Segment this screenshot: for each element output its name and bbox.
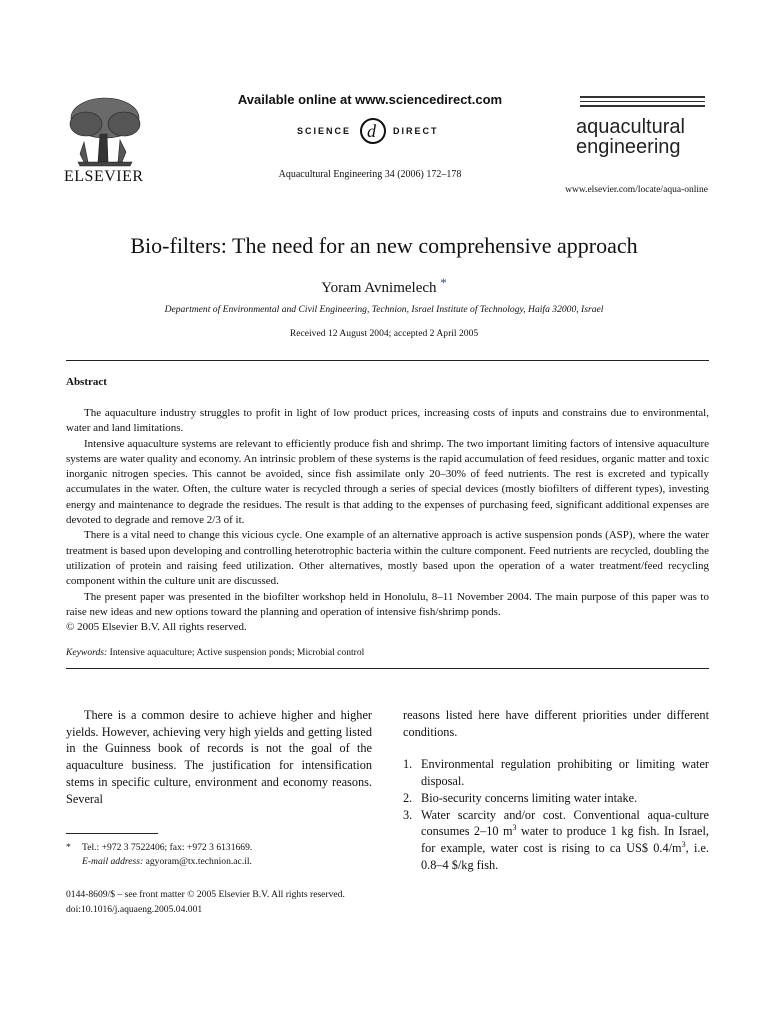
doi-line[interactable]: doi:10.1016/j.aquaeng.2005.04.001: [66, 904, 203, 915]
journal-reference: Aquacultural Engineering 34 (2006) 172–178: [278, 169, 462, 180]
footnote-tel: Tel.: +972 3 7522406; fax: +972 3 6131669.: [82, 842, 253, 853]
list-text: Environmental regulation prohibiting or limiting water disposal.: [421, 757, 709, 789]
issn-line: 0144-8609/$ – see front matter © 2005 Elsevier B.V. All rights reserved.: [66, 889, 345, 900]
author-mark[interactable]: *: [440, 275, 447, 290]
footnote-email-label: E-mail address:: [82, 856, 144, 867]
list-text: , i.e. 0.8–4 $/kg fish.: [421, 840, 710, 872]
list-number: 1.: [403, 757, 413, 772]
footnote: [66, 841, 396, 869]
divider-bottom: [66, 668, 709, 669]
reasons-list: [403, 756, 709, 873]
keywords-label: Keywords:: [66, 647, 108, 658]
list-text: water to produce 1 kg fish. In Israel, for example, water cost is rising to ca US$ 0.4/m: [421, 824, 709, 855]
publisher-name: ELSEVIER: [64, 168, 144, 185]
sciencedirect-left: SCIENCE: [297, 126, 352, 136]
article-title: Bio-filters: The need for an new comprehensive approach: [130, 233, 638, 258]
superscript: 3: [681, 839, 686, 849]
available-online[interactable]: Available online at www.sciencedirect.com: [237, 92, 503, 107]
footnote-email-line: [66, 855, 396, 869]
divider-top: [66, 360, 709, 361]
journal-logo-lines: [580, 96, 705, 110]
body-right-column: [403, 707, 709, 873]
author-line: [60, 275, 708, 297]
body-left-column: [66, 707, 372, 807]
list-number: 2.: [403, 790, 413, 805]
list-item: [403, 807, 709, 874]
body-paragraph: reasons listed here have different priorities under different conditions.: [403, 708, 709, 739]
abstract-copyright: © 2005 Elsevier B.V. All rights reserved.: [66, 621, 247, 634]
abstract-paragraph: The present paper was presented in the biofilter workshop held in Honolulu, 8–11 November 2004. The main purpose of this paper was to raise new ideas and new options toward the planning and operation of intensive fish/shrimp ponds.: [66, 590, 709, 618]
sciencedirect-right: DIRECT: [393, 126, 439, 136]
body-paragraph: There is a common desire to achieve higher and higher yields. However, achieving very high yields and getting listed in the Guinness book of records is not the goal of the aquaculture business. The justification for intensification stems in specific culture, environment and economy reasons. Several: [66, 708, 372, 806]
svg-text:d: d: [367, 121, 376, 141]
abstract-paragraph: Intensive aquaculture systems are relevant to efficiently produce fish and shrimp. The two important limiting factors of intensive aquaculture systems are water quality and economy. An intrinsic problem of these systems is the rapid accumulation of feed residues, organic matter and toxic inorganic nitrogen species. This cannot be avoided, since fish assimilate only 20–30% of feed nutrients. The rest is excreted and typically accumulates in the water. Often, the culture water is recycled through a series of special devices (mostly biofilters of different types), investing energy and maintenance to degrade the residues. The result is that adding to the expenses of purchasing feed, significant additional expenses are devoted to degrade and remove 2/3 of it.: [66, 437, 709, 527]
received-dates: Received 12 August 2004; accepted 2 April 2005: [289, 328, 479, 339]
abstract-body: [66, 406, 709, 635]
list-text: Bio-security concerns limiting water intake.: [421, 790, 638, 805]
footnote-rule: [66, 833, 158, 834]
footnote-mark: *: [66, 842, 71, 853]
abstract-heading: Abstract: [66, 376, 107, 388]
journal-logo-line2: engineering: [576, 136, 681, 158]
abstract-paragraph: The aquaculture industry struggles to profit in light of low product prices, increasing costs of inputs and constrains due to environmental, water and land limitations.: [66, 407, 709, 435]
affiliation: Department of Environmental and Civil Engineering, Technion, Israel Institute of Technology, Haifa 32000, Israel: [164, 304, 604, 315]
list-item: [403, 756, 709, 789]
abstract-paragraph: There is a vital need to change this vicious cycle. One example of an alternative approach is active suspension ponds (ASP), where the water treatment is based upon developing and controlling heterotrophic bacteria within the culture component. Feed nutrients are recycled, doubling the utilization of protein and raising feed utilization. Other alternatives, mostly based upon the operation of a water treatment/feed recycling component within the culture unit are discussed.: [66, 529, 709, 588]
list-number: 3.: [403, 807, 413, 822]
journal-logo: [576, 117, 685, 157]
journal-logo-line1: aquacultural: [576, 116, 685, 138]
keywords-text: Intensive aquaculture; Active suspension ponds; Microbial control: [109, 647, 365, 658]
footnote-contact: [66, 841, 396, 855]
list-item: [403, 790, 709, 807]
sciencedirect-d-icon: [357, 114, 389, 146]
author-name[interactable]: Yoram Avnimelech: [321, 280, 437, 296]
footnote-email[interactable]: agyoram@tx.technion.ac.il.: [145, 856, 252, 867]
superscript: 3: [512, 823, 517, 833]
list-text: Water scarcity and/or cost. Conventional aqua-culture consumes 2–10 m: [421, 807, 709, 839]
keywords: [66, 647, 364, 658]
journal-url[interactable]: www.elsevier.com/locate/aqua-online: [565, 185, 708, 195]
sciencedirect-logo: [275, 112, 475, 146]
front-matter: [66, 887, 466, 917]
